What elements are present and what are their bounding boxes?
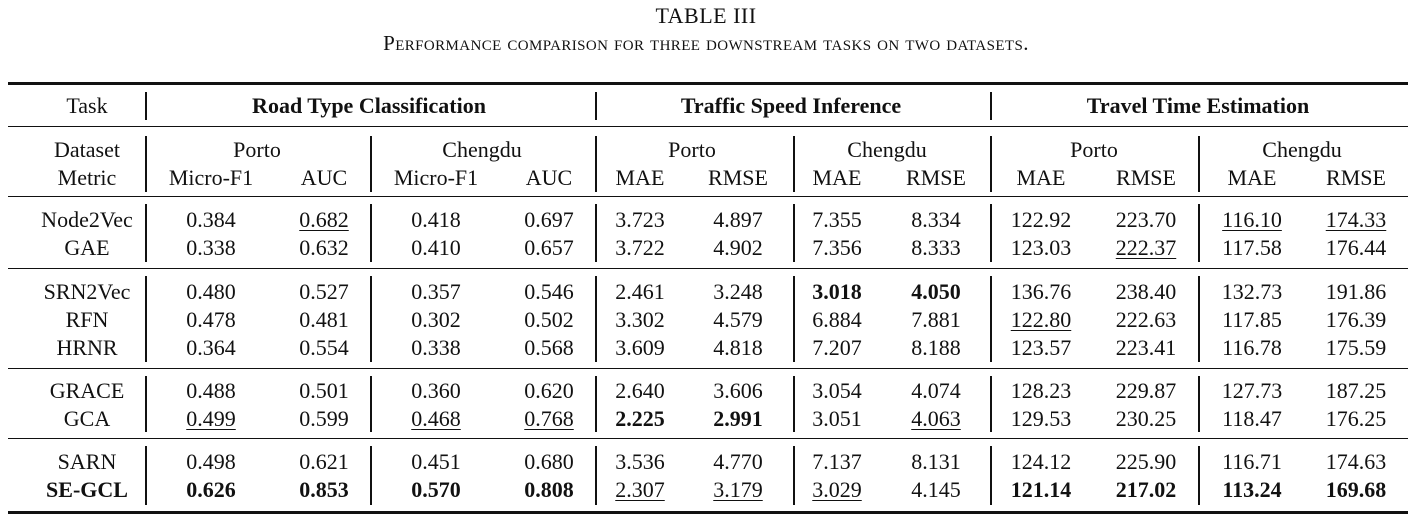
column-separator <box>595 204 597 262</box>
metric-label: AUC <box>525 165 573 190</box>
table-cell: 176.25 <box>1325 406 1387 431</box>
table-cell: 3.302 <box>615 307 665 332</box>
method-name: HRNR <box>56 335 118 360</box>
table-cell: 225.90 <box>1115 449 1177 474</box>
method-name: SARN <box>57 449 117 474</box>
table-rule <box>8 196 1408 197</box>
column-separator <box>990 204 992 262</box>
table-cell: 3.536 <box>615 449 665 474</box>
table-cell: 222.63 <box>1115 307 1177 332</box>
table-rule <box>8 268 1408 269</box>
table-cell: 187.25 <box>1325 378 1387 403</box>
table-cell: 2.991 <box>713 406 763 431</box>
column-separator <box>793 136 795 192</box>
table-cell: 0.364 <box>186 335 236 360</box>
column-separator <box>793 446 795 505</box>
table-cell: 0.302 <box>411 307 461 332</box>
column-separator <box>370 376 372 432</box>
metric-label: MAE <box>1227 165 1277 190</box>
task-title-3: Travel Time Estimation <box>1086 93 1310 118</box>
metric-label: RMSE <box>1116 165 1176 190</box>
table-cell: 0.768 <box>524 406 574 431</box>
table-cell: 0.570 <box>411 477 461 502</box>
table-cell: 4.145 <box>911 477 961 502</box>
column-separator <box>1198 136 1200 192</box>
table-rule <box>8 126 1408 127</box>
column-separator <box>990 136 992 192</box>
column-separator <box>793 204 795 262</box>
table-caption-subtitle: Performance comparison for three downstream tasks on two datasets. <box>383 31 1029 55</box>
metric-label: AUC <box>300 165 348 190</box>
table-cell: 122.80 <box>1010 307 1072 332</box>
column-separator <box>595 92 597 120</box>
table-cell: 8.333 <box>911 235 961 260</box>
table-cell: 113.24 <box>1222 477 1282 502</box>
method-name: RFN <box>65 307 109 332</box>
table-cell: 7.207 <box>812 335 862 360</box>
table-cell: 2.307 <box>615 477 665 502</box>
table-cell: 132.73 <box>1221 279 1283 304</box>
table-cell: 176.39 <box>1325 307 1387 332</box>
table-cell: 7.137 <box>812 449 862 474</box>
column-separator <box>145 136 147 192</box>
dataset-label: Chengdu <box>847 137 927 162</box>
table-cell: 123.03 <box>1010 235 1072 260</box>
column-separator <box>990 276 992 362</box>
column-separator <box>990 376 992 432</box>
table-cell: 3.051 <box>812 406 862 431</box>
method-name: GAE <box>64 235 110 260</box>
column-separator <box>1198 276 1200 362</box>
table-cell: 238.40 <box>1115 279 1177 304</box>
column-separator <box>595 446 597 505</box>
table-cell: 3.723 <box>615 207 665 232</box>
task-header: Task <box>66 93 108 118</box>
table-rule <box>8 511 1408 514</box>
column-separator <box>370 446 372 505</box>
table-cell: 7.356 <box>812 235 862 260</box>
table-cell: 4.050 <box>911 279 961 304</box>
method-name: SE-GCL <box>46 477 128 502</box>
table-cell: 0.554 <box>299 335 349 360</box>
table-cell: 4.902 <box>713 235 763 260</box>
table-cell: 0.384 <box>186 207 236 232</box>
metric-label: Micro-F1 <box>393 165 479 190</box>
table-cell: 0.501 <box>299 378 349 403</box>
table-cell: 124.12 <box>1010 449 1072 474</box>
table-cell: 117.85 <box>1222 307 1282 332</box>
table-cell: 0.478 <box>186 307 236 332</box>
column-separator <box>145 92 147 120</box>
dataset-label: Chengdu <box>1262 137 1342 162</box>
table-cell: 121.14 <box>1010 477 1072 502</box>
table-cell: 116.10 <box>1222 207 1282 232</box>
column-separator <box>1198 204 1200 262</box>
table-cell: 0.546 <box>524 279 574 304</box>
table-rule <box>8 438 1408 439</box>
column-separator <box>990 92 992 120</box>
table-cell: 4.579 <box>713 307 763 332</box>
table-cell: 123.57 <box>1010 335 1072 360</box>
table-cell: 191.86 <box>1325 279 1387 304</box>
table-cell: 8.131 <box>911 449 961 474</box>
table-cell: 117.58 <box>1222 235 1282 260</box>
dataset-label: Chengdu <box>442 137 522 162</box>
metric-label: RMSE <box>906 165 966 190</box>
table-cell: 0.488 <box>186 378 236 403</box>
column-separator <box>370 136 372 192</box>
table-cell: 136.76 <box>1010 279 1072 304</box>
metric-label: Micro-F1 <box>168 165 254 190</box>
table-cell: 8.188 <box>911 335 961 360</box>
table-cell: 4.063 <box>911 406 961 431</box>
column-separator <box>370 276 372 362</box>
table-cell: 0.620 <box>524 378 574 403</box>
column-separator <box>370 204 372 262</box>
column-separator <box>1198 376 1200 432</box>
table-cell: 223.41 <box>1115 335 1177 360</box>
column-separator <box>595 276 597 362</box>
table-cell: 0.360 <box>411 378 461 403</box>
table-cell: 0.697 <box>524 207 574 232</box>
dataset-label: Porto <box>1070 137 1118 162</box>
table-cell: 0.808 <box>524 477 574 502</box>
table-cell: 0.657 <box>524 235 574 260</box>
column-separator <box>145 276 147 362</box>
table-cell: 128.23 <box>1010 378 1072 403</box>
table-cell: 129.53 <box>1010 406 1072 431</box>
metric-label: MAE <box>1016 165 1066 190</box>
column-separator <box>145 376 147 432</box>
table-cell: 0.357 <box>411 279 461 304</box>
table-cell: 127.73 <box>1221 378 1283 403</box>
metric-label: RMSE <box>1326 165 1386 190</box>
metric-label: RMSE <box>708 165 768 190</box>
metric-header: Metric <box>57 165 117 190</box>
task-title-1: Road Type Classification <box>252 93 486 118</box>
table-cell: 2.640 <box>615 378 665 403</box>
table-cell: 0.568 <box>524 335 574 360</box>
column-separator <box>595 136 597 192</box>
table-rule <box>8 82 1408 85</box>
table-cell: 175.59 <box>1325 335 1387 360</box>
table-cell: 230.25 <box>1115 406 1177 431</box>
table-cell: 116.71 <box>1222 449 1282 474</box>
task-title-2: Traffic Speed Inference <box>680 93 902 118</box>
table-cell: 0.527 <box>299 279 349 304</box>
table-cell: 4.818 <box>713 335 763 360</box>
table-cell: 3.248 <box>713 279 763 304</box>
table-cell: 4.770 <box>713 449 763 474</box>
table-cell: 0.682 <box>299 207 349 232</box>
column-separator <box>793 376 795 432</box>
table-cell: 3.722 <box>615 235 665 260</box>
column-separator <box>793 276 795 362</box>
method-name: GCA <box>63 406 111 431</box>
table-cell: 0.480 <box>186 279 236 304</box>
table-cell: 222.37 <box>1115 235 1177 260</box>
table-cell: 0.338 <box>411 335 461 360</box>
table-cell: 0.680 <box>524 449 574 474</box>
column-separator <box>595 376 597 432</box>
table-cell: 0.468 <box>411 406 461 431</box>
table-cell: 2.225 <box>615 406 665 431</box>
column-separator <box>1198 446 1200 505</box>
table-cell: 229.87 <box>1115 378 1177 403</box>
dataset-label: Porto <box>233 137 281 162</box>
table-cell: 0.632 <box>299 235 349 260</box>
table-cell: 174.63 <box>1325 449 1387 474</box>
table-cell: 217.02 <box>1115 477 1177 502</box>
table-cell: 0.451 <box>411 449 461 474</box>
table-cell: 122.92 <box>1010 207 1072 232</box>
table-cell: 6.884 <box>812 307 862 332</box>
method-name: SRN2Vec <box>43 279 131 304</box>
column-separator <box>145 446 147 505</box>
table-cell: 116.78 <box>1222 335 1282 360</box>
caption-title-text: TABLE III <box>655 3 757 28</box>
table-cell: 118.47 <box>1222 406 1282 431</box>
table-cell: 0.621 <box>299 449 349 474</box>
column-separator <box>145 204 147 262</box>
dataset-label: Porto <box>668 137 716 162</box>
column-separator <box>990 446 992 505</box>
method-name: Node2Vec <box>41 207 133 232</box>
table-cell: 7.355 <box>812 207 862 232</box>
table-cell: 3.018 <box>812 279 862 304</box>
dataset-header: Dataset <box>54 137 120 162</box>
table-cell: 8.334 <box>911 207 961 232</box>
table-cell: 0.410 <box>411 235 461 260</box>
table-cell: 176.44 <box>1325 235 1387 260</box>
table-cell: 3.179 <box>713 477 763 502</box>
table-cell: 3.054 <box>812 378 862 403</box>
table-cell: 0.599 <box>299 406 349 431</box>
table-cell: 0.338 <box>186 235 236 260</box>
table-cell: 0.418 <box>411 207 461 232</box>
table-rule <box>8 368 1408 369</box>
table-cell: 223.70 <box>1115 207 1177 232</box>
table-cell: 174.33 <box>1325 207 1387 232</box>
table-cell: 0.499 <box>186 406 236 431</box>
table-cell: 0.626 <box>186 477 236 502</box>
table-cell: 3.029 <box>812 477 862 502</box>
table-cell: 4.074 <box>911 378 961 403</box>
table-cell: 0.481 <box>299 307 349 332</box>
table-cell: 3.606 <box>713 378 763 403</box>
metric-label: MAE <box>812 165 862 190</box>
table-cell: 4.897 <box>713 207 763 232</box>
table-cell: 7.881 <box>911 307 961 332</box>
table-cell: 169.68 <box>1325 477 1387 502</box>
table-cell: 2.461 <box>615 279 665 304</box>
table-cell: 3.609 <box>615 335 665 360</box>
metric-label: MAE <box>615 165 665 190</box>
table-cell: 0.502 <box>524 307 574 332</box>
table-cell: 0.498 <box>186 449 236 474</box>
method-name: GRACE <box>49 378 125 403</box>
table-cell: 0.853 <box>299 477 349 502</box>
